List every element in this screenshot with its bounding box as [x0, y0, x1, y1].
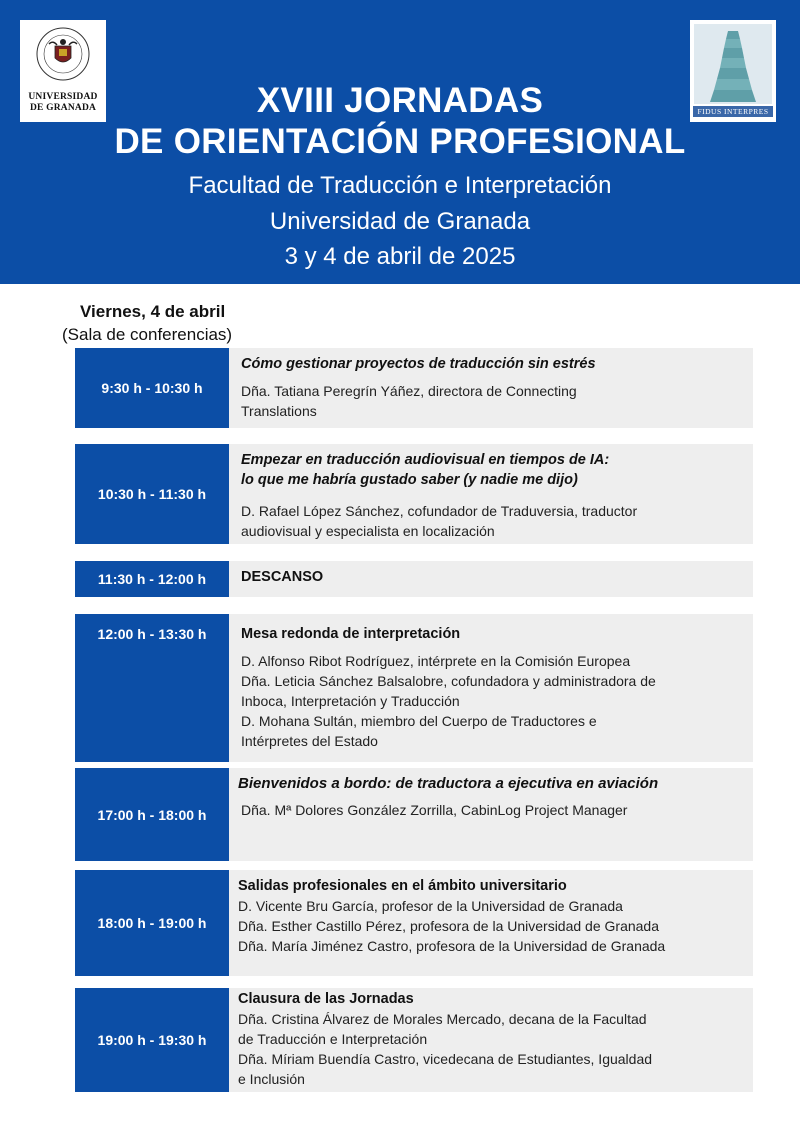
- university-crest-icon: [35, 26, 91, 82]
- speaker-line: D. Mohana Sultán, miembro del Cuerpo de Traductores e: [241, 713, 597, 729]
- day-title: Viernes, 4 de abril: [80, 302, 226, 321]
- schedule-session: [75, 988, 753, 1092]
- speaker-line: Intérpretes del Estado: [241, 733, 378, 749]
- page-title-line-2: DE ORIENTACIÓN PROFESIONAL: [114, 122, 686, 161]
- speaker-line: Dña. Mª Dolores González Zorrilla, CabinLog Project Manager: [241, 802, 628, 818]
- session-content: [229, 768, 753, 861]
- page-title-line-1: XVIII JORNADAS: [256, 81, 544, 120]
- session-title: Mesa redonda de interpretación: [241, 626, 461, 642]
- speaker-line: D. Rafael López Sánchez, cofundador de Traduversia, traductor: [241, 503, 638, 519]
- session-time: 12:00 h - 13:30 h: [75, 614, 229, 762]
- session-title: Empezar en traducción audiovisual en tiempos de IA:: [241, 452, 610, 468]
- session-time: 9:30 h - 10:30 h: [75, 348, 229, 428]
- speaker-line: Dña. Tatiana Peregrín Yáñez, directora de Connecting: [241, 383, 577, 399]
- session-content: [229, 988, 753, 1092]
- session-title: Clausura de las Jornadas: [238, 991, 414, 1007]
- session-content: [229, 614, 753, 762]
- session-time: 18:00 h - 19:00 h: [75, 870, 229, 976]
- session-time: 19:00 h - 19:30 h: [75, 988, 229, 1092]
- session-title: Bienvenidos a bordo: de traductora a ejecutiva en aviación: [238, 775, 659, 792]
- session-content: [229, 444, 753, 544]
- schedule-session: [75, 444, 753, 544]
- university-name: Universidad de Granada: [269, 208, 531, 235]
- university-logo-text: UNIVERSIDAD DE GRANADA: [28, 92, 98, 113]
- session-title: lo que me habría gustado saber (y nadie me dijo): [241, 472, 578, 488]
- schedule-session: [75, 870, 753, 976]
- fidus-interpres-text: FIDUS INTERPRES: [693, 106, 773, 117]
- speaker-line: Dña. María Jiménez Castro, profesora de la Universidad de Granada: [238, 938, 666, 954]
- speaker-line: e Inclusión: [238, 1071, 305, 1087]
- speaker-line: audiovisual y especialista en localización: [241, 523, 495, 539]
- session-time: 10:30 h - 11:30 h: [75, 444, 229, 544]
- schedule-session: [75, 561, 753, 597]
- schedule-session: [75, 768, 753, 861]
- schedule-session: [75, 348, 753, 428]
- speaker-line: de Traducción e Interpretación: [238, 1031, 428, 1047]
- session-content: [229, 870, 753, 976]
- speaker-line: Dña. Míriam Buendía Castro, vicedecana de Estudiantes, Igualdad: [238, 1051, 653, 1067]
- schedule-session: [75, 614, 753, 762]
- speaker-line: Dña. Leticia Sánchez Balsalobre, cofundadora y administradora de: [241, 673, 656, 689]
- session-content: [229, 348, 753, 428]
- header-banner: [0, 0, 800, 284]
- speaker-line: D. Alfonso Ribot Rodríguez, intérprete en la Comisión Europea: [241, 653, 631, 669]
- session-time: 11:30 h - 12:00 h: [75, 561, 229, 597]
- speaker-line: Dña. Esther Castillo Pérez, profesora de la Universidad de Granada: [238, 918, 659, 934]
- room-name: (Sala de conferencias): [62, 325, 233, 344]
- session-title: DESCANSO: [241, 569, 324, 585]
- speaker-line: Dña. Cristina Álvarez de Morales Mercado, decana de la Facultad: [238, 1011, 647, 1027]
- speaker-line: D. Vicente Bru García, profesor de la Universidad de Granada: [238, 898, 623, 914]
- speaker-line: Inboca, Interpretación y Traducción: [241, 693, 460, 709]
- event-dates: 3 y 4 de abril de 2025: [284, 243, 516, 270]
- faculty-name: Facultad de Traducción e Interpretación: [188, 172, 612, 199]
- session-title: Cómo gestionar proyectos de traducción sin estrés: [241, 356, 596, 372]
- session-title: Salidas profesionales en el ámbito universitario: [238, 878, 567, 894]
- session-content: [229, 561, 753, 597]
- speaker-line: Translations: [241, 403, 317, 419]
- session-time: 17:00 h - 18:00 h: [75, 768, 229, 861]
